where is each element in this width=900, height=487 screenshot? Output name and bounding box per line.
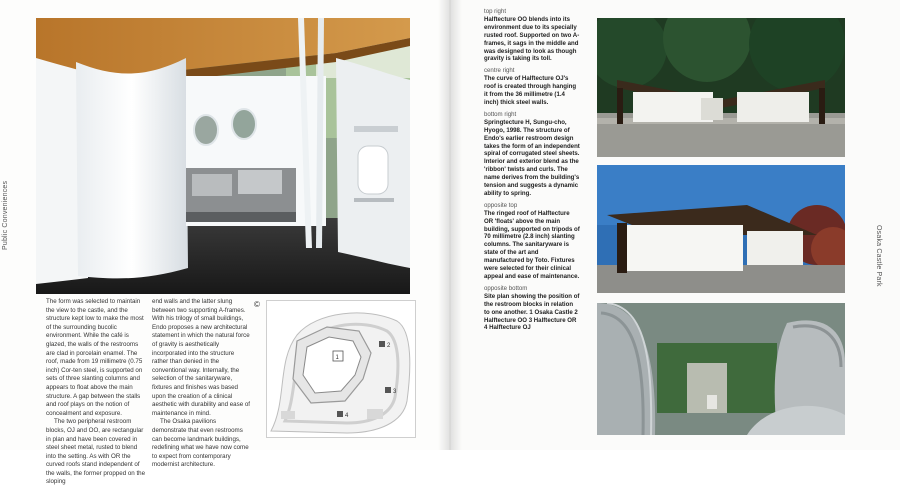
body-paragraph: The form was selected to maintain the view to the castle, and the structure kept low to make the most of the surrounding bucolic environment. While the café is glazed, the walls of the restrooms are clad in porcelain enamel. The roof, made from 19 millimetre (0.75 inch) Cor-ten steel, is supported on sets of three slanting columns and appears to float above the main structure. A gap between the stalls and roof plays on the notion of concealment and exposure. xyxy=(46,298,144,417)
caption-column xyxy=(484,8,580,336)
body-text-column-1 xyxy=(46,298,146,487)
svg-text:3: 3 xyxy=(393,389,397,395)
caption-label: opposite top xyxy=(484,201,518,209)
caption-text: The curve of Halftecture OJ's roof is created through hanging it from the 36 millimetre (1.4 inch) thick steel walls. xyxy=(484,75,577,106)
body-text-column-2 xyxy=(152,298,252,470)
plan-marker: © xyxy=(254,300,260,309)
svg-text:1: 1 xyxy=(335,355,339,361)
restroom-interior-photo xyxy=(36,18,410,294)
halftecture-oj-photo xyxy=(597,165,845,293)
site-plan-drawing xyxy=(266,300,416,438)
caption-label: centre right xyxy=(484,67,515,75)
caption-text: Site plan showing the position of the restroom blocks in relation to one another. 1 Osaka Castle 2 Halftecture OO 3 Halftecture OR 4 Halftecture OJ xyxy=(484,292,580,332)
book-gutter xyxy=(438,0,462,450)
caption-label: opposite bottom xyxy=(484,284,528,292)
caption-block xyxy=(484,111,580,198)
caption-block xyxy=(484,285,580,332)
springtecture-h-photo xyxy=(597,303,845,435)
body-paragraph: The two peripheral restroom blocks, OJ and OO, are rectangular in plan and have been covered in steel sheet metal, rusted to blend into the setting. As with OR the curved roofs stand independent of the walls, the former propped on the sloping xyxy=(46,418,146,486)
caption-label: bottom right xyxy=(484,110,517,118)
svg-text:4: 4 xyxy=(345,413,349,419)
caption-text: Springtecture H, Sungu-cho, Hyogo, 1998. The structure of Endo's earlier restroom design takes the form of an independent spiral of corrugated steel sheets. Interior and exterior blend as the 'ribbon' twists and curls. The name derives from the building's tension and suggests a dynamic ability to spring. xyxy=(484,118,580,197)
caption-block xyxy=(484,8,580,63)
running-head-right: Osaka Castle Park xyxy=(875,225,882,287)
caption-block xyxy=(484,202,580,281)
svg-text:2: 2 xyxy=(387,343,391,349)
caption-text: The ringed roof of Halftecture OR 'floats' above the main building, supported on tripods of 70 millimetre (2.8 inch) slanting columns. The sanitaryware is state of the art and manufactured by Toto. Fixtures were selected for their clinical appeal and ease of maintenance. xyxy=(484,209,580,280)
caption-label: top right xyxy=(484,8,507,15)
halftecture-oo-photo xyxy=(597,18,845,157)
body-paragraph: end walls and the latter slung between two supporting A-frames. With his trilogy of small buildings, Endo proposes a new architectural statement in which the natural force of gravity is aesthetically incorporated into the structure rather than denied in the conventional way. Internally, the selection of the sanitaryware, fixtures and finishes was based upon the creation of a clinical aesthetic with durability and ease of maintenance in mind. xyxy=(152,298,251,417)
running-head-left: Public Conveniences xyxy=(2,180,9,250)
body-paragraph: The Osaka pavilions demonstrate that even restrooms can become landmark buildings, redefining what we have now come to expect from contemporary modernist architecture. xyxy=(152,418,249,469)
caption-text: Halftecture OO blends into its environment due to its specially rusted roof. Supported on two A-frames, it sags in the middle and was designed to look as though gravity is taking its toll. xyxy=(484,15,580,63)
caption-block xyxy=(484,67,580,107)
